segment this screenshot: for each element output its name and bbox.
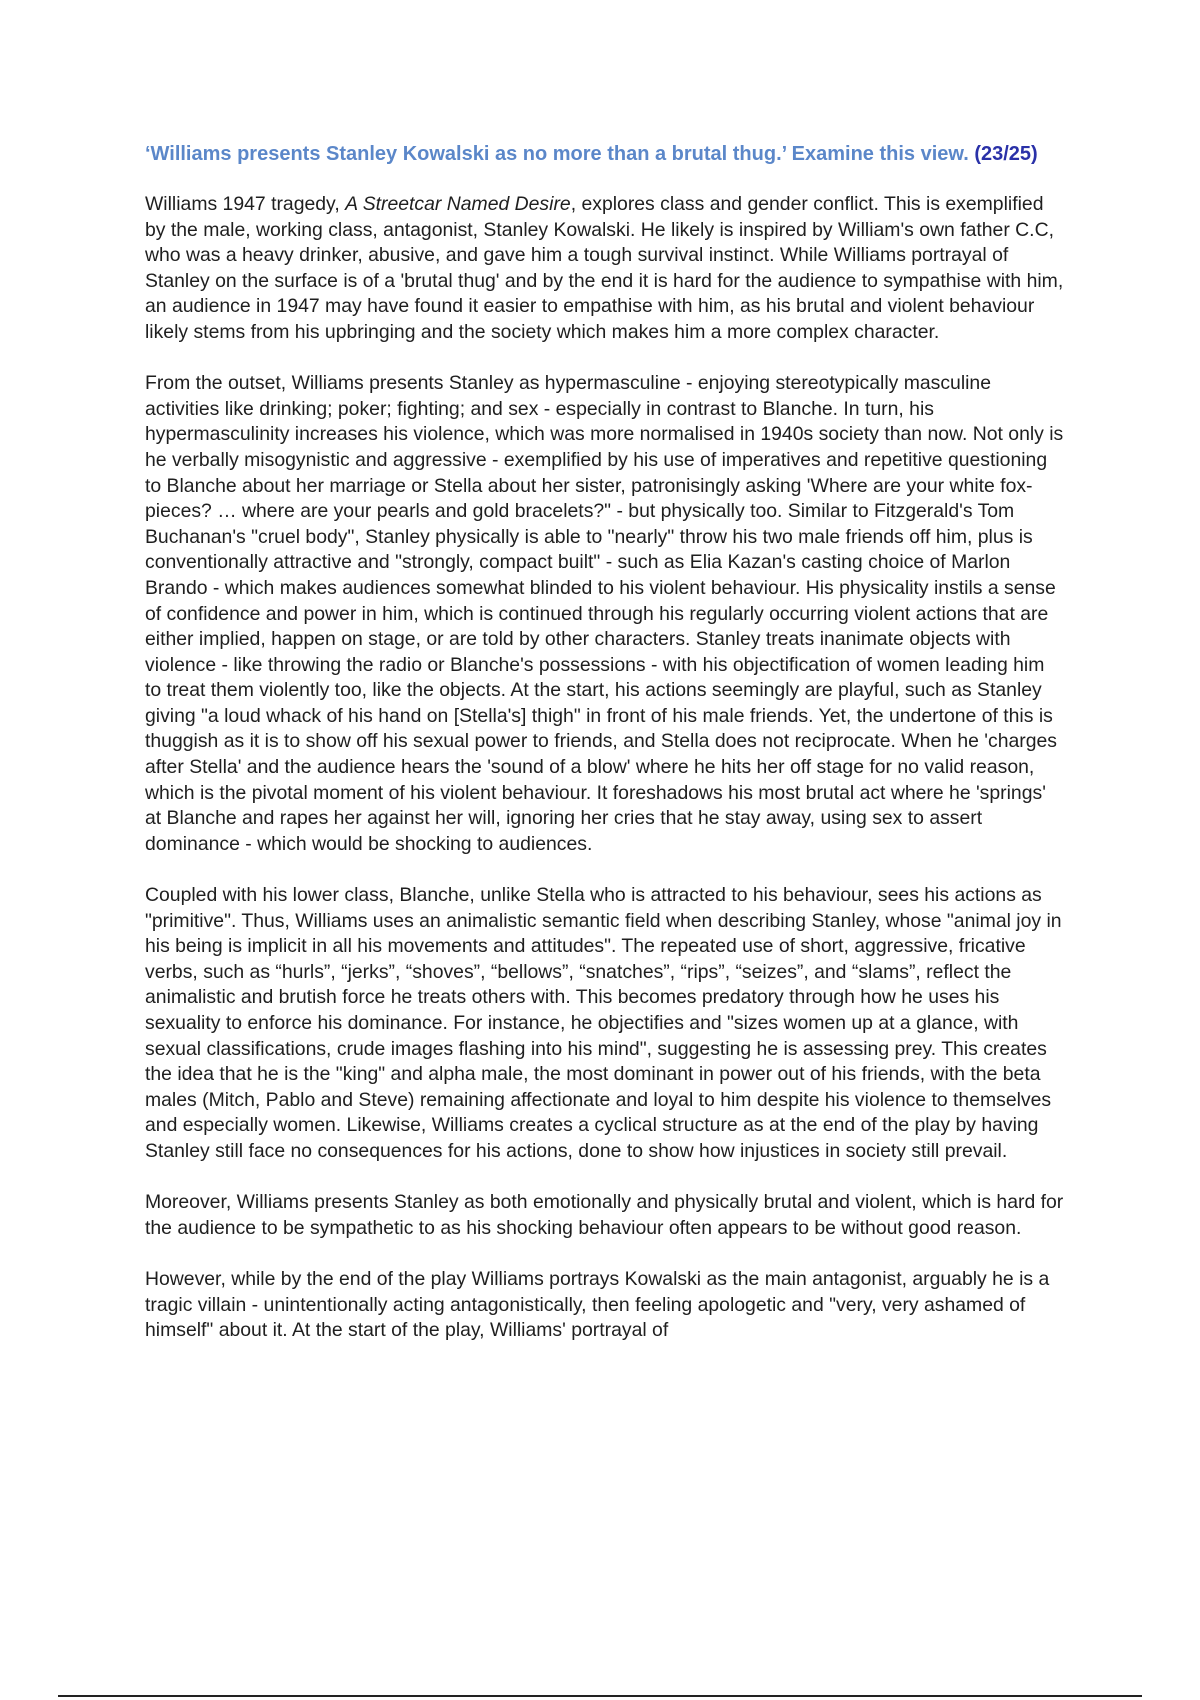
question-score: (23/25) [974,143,1038,165]
page-bottom-divider [58,1695,1142,1697]
essay-page [145,142,1065,1369]
question-prompt: ‘Williams presents Stanley Kowalski as no more than a brutal thug.’ Examine this view. [145,143,969,165]
intro-text-rest: , explores class and gender conflict. This is exemplified by the male, working class, antagonist, Stanley Kowalski. He likely is inspired by William's own father C.C, who was a heavy drinker, abusive, and gave him a tough survival instinct. While Williams portrayal of Stanley on the surface is of a 'brutal thug' and by the end it is hard for the audience to sympathise with him, an audience in 1947 may have found it easier to empathise with him, as his brutal and violent behaviour likely stems from his upbringing and the society which makes him a more complex character. [145,193,1064,343]
paragraph-introduction [145,192,1065,346]
play-title: A Streetcar Named Desire [345,193,571,215]
paragraph-animalistic: Coupled with his lower class, Blanche, unlike Stella who is attracted to his behaviour, sees his actions as "primitive". Thus, Williams uses an animalistic semantic field when describing Stanley, whose "animal joy in his being is implicit in all his movements and attitudes". The repeated use of short, aggressive, fricative verbs, such as “hurls”, “jerks”, “shoves”, “bellows”, “snatches”, “rips”, “seizes”, and “slams”, reflect the animalistic and brutish force he treats others with. This becomes predatory through how he uses his sexuality to enforce his dominance. For instance, he objectifies and "sizes women up at a glance, with sexual classifications, crude images flashing into his mind", suggesting he is assessing prey. This creates the idea that he is the "king" and alpha male, the most dominant in power out of his friends, with the beta males (Mitch, Pablo and Steve) remaining affectionate and loyal to him despite his violence to themselves and especially women. Likewise, Williams creates a cyclical structure as at the end of the play by having Stanley still face no consequences for his actions, done to show how injustices in society still prevail. [145,884,1062,1162]
paragraph-hypermasculinity: From the outset, Williams presents Stanley as hypermasculine - enjoying stereotypically masculine activities like drinking; poker; fighting; and sex - especially in contrast to Blanche. In turn, his hypermasculinity increases his violence, which was more normalised in 1940s society than now. Not only is he verbally misogynistic and aggressive - exemplified by his use of imperatives and repetitive questioning to Blanche about her marriage or Stella about her sister, patronisingly asking 'Where are your white fox-pieces? … where are your pearls and gold bracelets?" - but physically too. Similar to Fitzgerald's Tom Buchanan's "cruel body", Stanley physically is able to "nearly" throw his two male friends off him, plus is conventionally attractive and "strongly, compact built" - such as Elia Kazan's casting choice of Marlon Brando - which makes audiences somewhat blinded to his violent behaviour. His physicality instils a sense of confidence and power in him, which is continued through his regularly occurring violent actions that are either implied, happen on stage, or are told by other characters. Stanley treats inanimate objects with violence - like throwing the radio or Blanche's possessions - with his objectification of women leading him to treat them violently too, like the objects. At the start, his actions seemingly are playful, such as Stanley giving "a loud whack of his hand on [Stella's] thigh" in front of his male friends. Yet, the undertone of this is thuggish as it is to show off his sexual power to friends, and Stella does not reciprocate. When he 'charges after Stella' and the audience hears the 'sound of a blow' where he hits her off stage for no valid reason, which is the pivotal moment of his violent behaviour. It foreshadows his most brutal act where he 'springs' at Blanche and rapes her against her will, ignoring her cries that he stay away, using sex to assert dominance - which would be shocking to audiences. [145,372,1064,855]
essay-question [145,142,1065,167]
paragraph-moreover: Moreover, Williams presents Stanley as both emotionally and physically brutal and violent, which is hard for the audience to be sympathetic to as his shocking behaviour often appears to be without good reason. [145,1191,1064,1239]
paragraph-however: However, while by the end of the play Williams portrays Kowalski as the main antagonist, arguably he is a tragic villain - unintentionally acting antagonistically, then feeling apologetic and "very, very ashamed of himself" about it. At the start of the play, Williams' portrayal of [145,1267,1050,1342]
intro-text-start: Williams 1947 tragedy, [145,193,346,215]
